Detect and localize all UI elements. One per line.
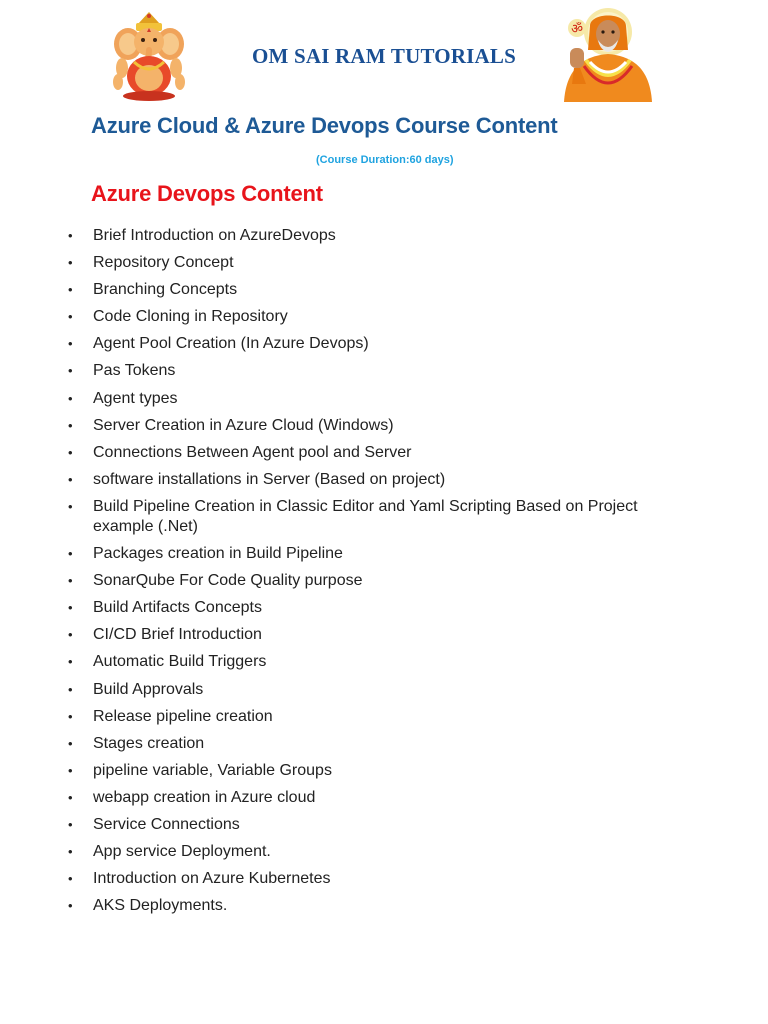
bullet: •: [68, 816, 73, 832]
list-item: • Stages creation: [68, 734, 205, 752]
bullet: •: [68, 255, 73, 271]
bullet: •: [68, 708, 73, 724]
list-item: • Packages creation in Build Pipeline: [68, 545, 343, 563]
bullet: •: [68, 654, 73, 670]
list-item: • Automatic Build Triggers: [68, 653, 267, 671]
bullet: •: [68, 627, 73, 643]
list-item: • Build Artifacts Concepts: [68, 599, 262, 617]
list-item: • Service Connections: [68, 815, 240, 833]
list-item: • pipeline variable, Variable Groups: [68, 761, 332, 779]
svg-text:ॐ: ॐ: [571, 22, 583, 37]
list-item: • Release pipeline creation: [68, 707, 273, 725]
list-item: • Build Pipeline Creation in Classic Editor and Yaml Scripting Based on Project example (.Net): [68, 497, 638, 535]
bullet: •: [68, 681, 73, 697]
bullet: •: [68, 871, 73, 887]
list-item: • Branching Concepts: [68, 281, 238, 299]
list-item: • AKS Deployments.: [68, 897, 228, 915]
bullet: •: [68, 498, 73, 514]
list-item: • Agent types: [68, 389, 178, 407]
bullet: •: [68, 762, 73, 778]
list-item: • webapp creation in Azure cloud: [68, 788, 316, 806]
bullet: •: [68, 336, 73, 352]
topic-list: [0, 226, 768, 923]
list-item: • App service Deployment.: [68, 843, 271, 861]
section-heading: Azure Devops Content: [91, 181, 323, 206]
bullet: •: [68, 444, 73, 460]
course-title: Azure Cloud & Azure Devops Course Content: [91, 113, 558, 138]
list-item: • Server Creation in Azure Cloud (Windows): [68, 416, 394, 434]
bullet: •: [68, 735, 73, 751]
bullet: •: [68, 471, 73, 487]
list-item: • Code Cloning in Repository: [68, 308, 288, 326]
list-item: • SonarQube For Code Quality purpose: [68, 572, 363, 590]
bullet: •: [68, 789, 73, 805]
brand-title: OM SAI RAM TUTORIALS: [251, 44, 517, 68]
bullet: •: [68, 600, 73, 616]
list-item: • software installations in Server (Based on project): [68, 470, 446, 488]
bullet: •: [68, 309, 73, 325]
list-item: • Repository Concept: [68, 254, 234, 272]
bullet: •: [68, 573, 73, 589]
list-item: • CI/CD Brief Introduction: [68, 626, 262, 644]
bullet: •: [68, 363, 73, 379]
course-duration: (Course Duration:60 days): [316, 154, 454, 166]
list-item: • Introduction on Azure Kubernetes: [68, 870, 331, 888]
bullet: •: [68, 844, 73, 860]
bullet: •: [68, 898, 73, 914]
list-item: • Pas Tokens: [68, 362, 176, 380]
list-item: • Brief Introduction on AzureDevops: [68, 227, 336, 244]
bullet: •: [68, 417, 73, 433]
bullet: •: [68, 228, 73, 243]
bullet: •: [68, 282, 73, 298]
bullet: •: [68, 390, 73, 406]
list-item: • Agent Pool Creation (In Azure Devops): [68, 335, 369, 353]
list-item: • Build Approvals: [68, 680, 204, 698]
list-item: • Connections Between Agent pool and Server: [68, 443, 412, 461]
bullet: •: [68, 546, 73, 562]
